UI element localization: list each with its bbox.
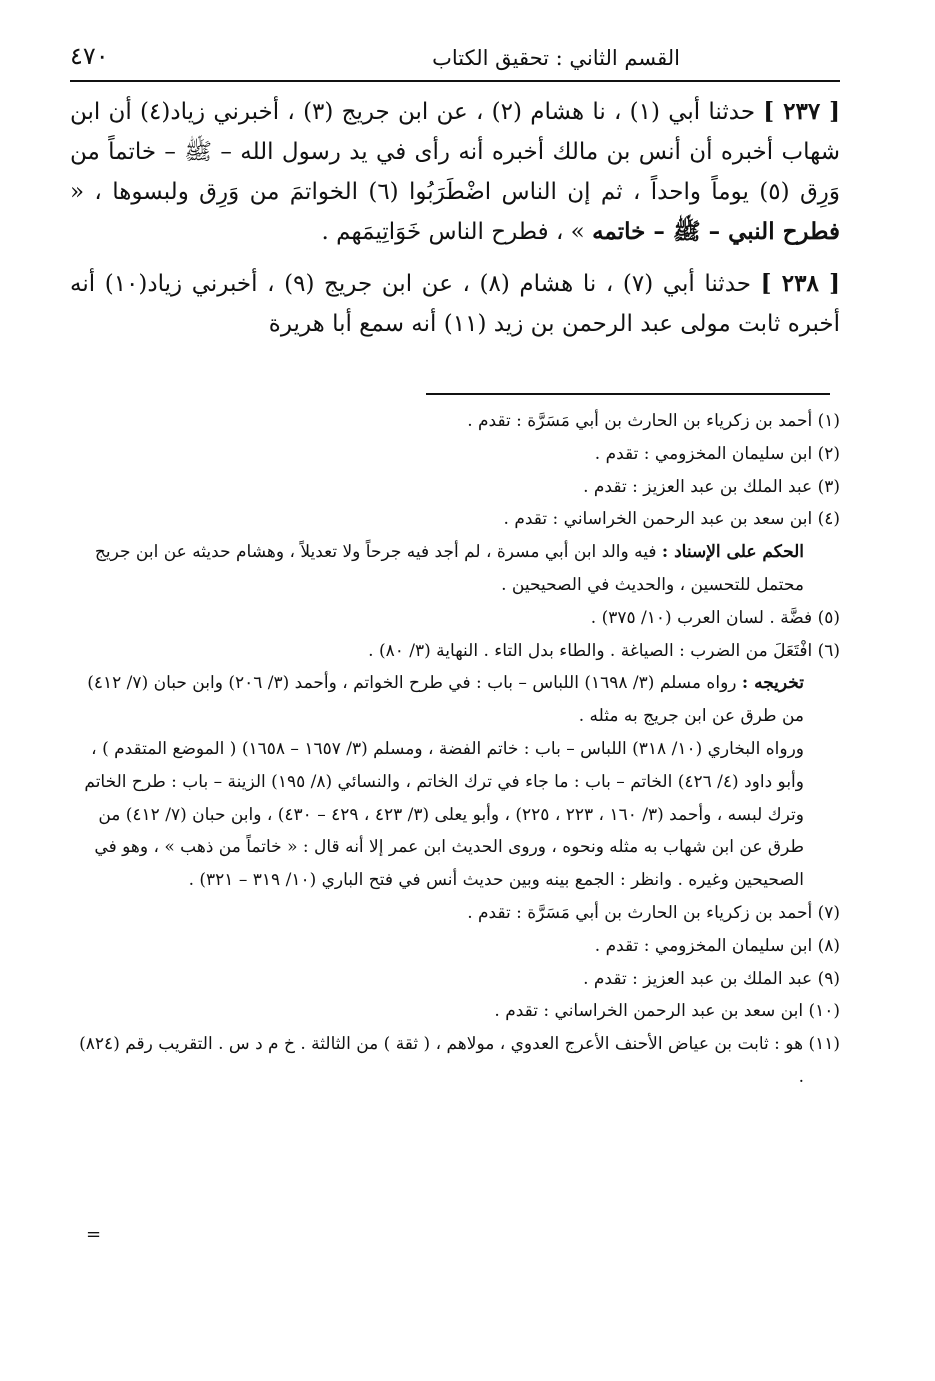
takhrij-label: تخريجه : (741, 673, 804, 694)
footnote-1: (١) أحمد بن زكرياء بن الحارث بن أبي مَسَرَّة : تقدم . (467, 411, 840, 431)
hadith-text-end: » ، فطرح الناس خَوَاتِيمَهم . (321, 219, 593, 245)
hadith-number: [ ٢٣٧ ] (763, 98, 841, 125)
footnote-2: (٢) ابن سليمان المخزومي : تقدم . (594, 443, 840, 464)
footnote-6-more: ورواه البخاري (١٠/ ٣١٨) اللباس – باب : خاتم الفضة ، ومسلم (٣/ ١٦٥٧ – ١٦٥٨) ( الموضع المتقدم ) ، وأبو داود (٤/ ٤٢٦) الخاتم – باب : ما جاء في ترك الخاتم ، والنسائي (٨/ ١٩٥) الزينة – باب : طرح الخاتم وترك لبسه ، وأحمد (٣/ ١٦٠ ، ٢٢٣ ، ٢٢٥) ، وأبو يعلى (٣/ ٤٢٣ ، ٤٢٩ – ٤٣٠) ، وابن حبان (٧/ ٤١٢) من طرق عن ابن شهاب به مثله ونحوه ، وروى الحديث ابن عمر إلا أنه قال : « خاتماً من ذهب » ، وهو في الصحيحين وغيره . وانظر : الجمع بينه وبين حديث أنس في فتح الباري (١٠/ ٣١٩ – ٣٢١) . (84, 738, 804, 891)
footnote-5: (٥) فضَّة . لسان العرب (١٠/ ٣٧٥) . (590, 607, 840, 628)
footnote-4: (٤) ابن سعد بن عبد الرحمن الخراساني : تقدم . (503, 509, 840, 530)
footnote-4-ruling (70, 536, 840, 602)
ruling-label: الحكم على الإسناد : (661, 542, 804, 563)
footnote-7: (٧) أحمد بن زكرياء بن الحارث بن أبي مَسَرَّة : تقدم . (467, 902, 840, 923)
footnotes (70, 405, 840, 1094)
footnote-divider (426, 393, 830, 395)
section-title: القسم الثاني : تحقيق الكتاب (432, 46, 680, 70)
hadith-237 (70, 92, 840, 252)
footnote-6: (٦) افْتَعَلَ من الضرب : الصياغة . والطاء بدل التاء . النهاية (٣/ ٨٠) . (368, 640, 840, 661)
footnote-11: (١١) هو : ثابت بن عياض الأحنف الأعرج العدوي ، مولاهم ، ( ثقة ) من الثالثة . خ م د س . التقريب رقم (٨٢٤) . (79, 1034, 840, 1087)
footnote-9: (٩) عبد الملك بن عبد العزيز : تقدم . (583, 968, 840, 989)
hadith-text: حدثنا أبي (١) ، نا هشام (٢) ، عن ابن جريج (٣) ، أخبرني زياد(٤) أن ابن شهاب أخبره أن أنس بن مالك أخبره أنه رأى في يد رسول الله – ﷺ – خاتماً من وَرِق (٥) يوماً واحداً ، ثم إن الناس اضْطَرَبُوا (٦) الخواتمَ من وَرِق ولبسوها ، « (70, 99, 840, 205)
continuation-mark: = (86, 1224, 102, 1245)
hadith-emphasis: فطرح النبي – ﷺ – خاتمه (592, 218, 840, 245)
hadith-number: [ ٢٣٨ ] (760, 270, 840, 297)
page-number: ٤٧٠ (70, 42, 109, 70)
hadith-text: حدثنا أبي (٧) ، نا هشام (٨) ، عن ابن جريج (٩) ، أخبرني زياد(١٠) أنه أخبره ثابت مولى عبد الرحمن بن زيد (١١) أنه سمع أبا هريرة (70, 271, 840, 337)
hadith-238 (70, 264, 840, 344)
footnote-8: (٨) ابن سليمان المخزومي : تقدم . (594, 935, 840, 956)
page-header (70, 40, 840, 82)
ruling-text: فيه والد ابن أبي مسرة ، لم أجد فيه جرحاً ولا تعديلاً ، وهشام حديثه عن ابن جريج محتمل للتحسين ، والحديث في الصحيحين . (94, 542, 804, 595)
footnote-10: (١٠) ابن سعد بن عبد الرحمن الخراساني : تقدم . (494, 1001, 840, 1022)
takhrij-text: رواه مسلم (٣/ ١٦٩٨) اللباس – باب : في طرح الخواتم ، وأحمد (٣/ ٢٠٦) وابن حبان (٧/ ٤١٢) من طرق عن ابن جريج به مثله . (87, 673, 804, 727)
main-text (70, 92, 840, 344)
footnote-6-takhrij (70, 667, 840, 733)
footnote-3: (٣) عبد الملك بن عبد العزيز : تقدم . (583, 476, 840, 497)
